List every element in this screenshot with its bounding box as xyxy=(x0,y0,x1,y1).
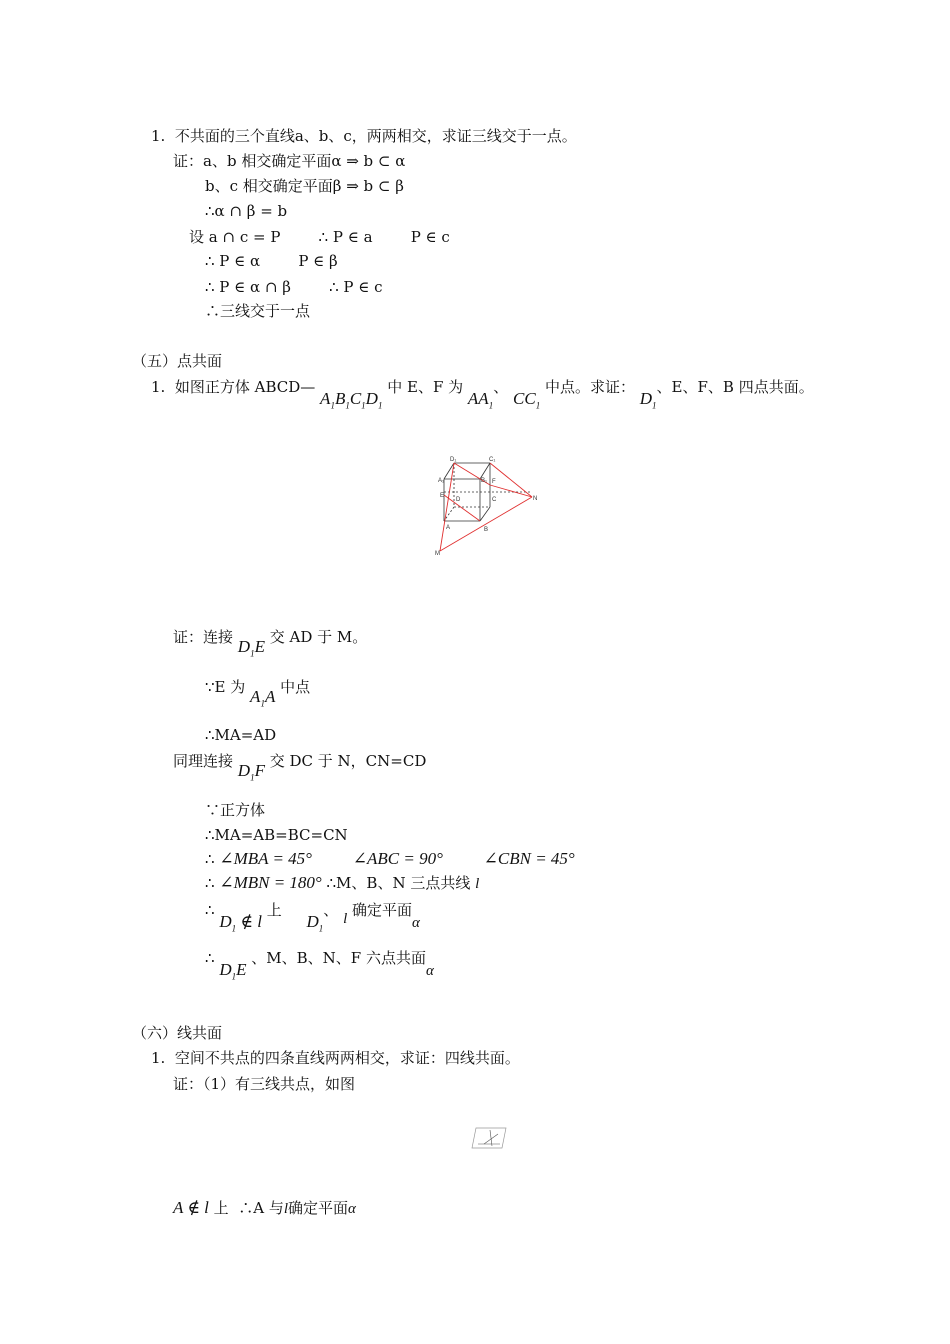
math-aa1: $AA_1$ xyxy=(467,389,494,411)
proof-5-line-6: ∴MA=AB=BC=CN xyxy=(205,826,348,844)
proof-line-6: ∴ P ∈ α ∩ β ∴ P ∈ c xyxy=(205,278,383,296)
proof-5-line-7: ∴ ∠MBA = 45° ∠ABC = 90° ∠CBN = 45° xyxy=(205,849,575,868)
svg-text:B: B xyxy=(484,527,489,533)
proof-line-7: ∴三线交于一点 xyxy=(205,302,311,320)
problem-1-statement: 1. 不共面的三个直线a、b、c，两两相交，求证三线交于一点。 xyxy=(151,127,577,145)
proof-5-line-5: ∵正方体 xyxy=(205,801,266,819)
svg-text:A: A xyxy=(446,525,451,531)
section-5-title: （五）点共面 xyxy=(132,352,223,370)
svg-text:M: M xyxy=(435,551,440,557)
svg-text:F: F xyxy=(492,479,496,485)
math-d1f: $D_1F$ xyxy=(237,761,265,783)
lines-figure xyxy=(470,1126,508,1150)
proof-5-line-9: ∴ $D_1$ ∉ l 上 $D_1$、 l 确定平面α xyxy=(205,901,420,934)
proof-line-1: 证：a、b 相交确定平面α ⇒ b ⊂ α xyxy=(173,152,406,170)
problem-6-1-statement: 1. 空间不共点的四条直线两两相交，求证：四线共面。 xyxy=(151,1049,520,1067)
proof-line-5: ∴ P ∈ α P ∈ β xyxy=(205,252,338,270)
proof-5-line-1: 证：连接 $D_1E$ 交 AD 于 M。 xyxy=(173,628,368,659)
svg-text:C: C xyxy=(492,497,497,503)
svg-text:E: E xyxy=(440,493,445,499)
math-d1-notin-l: $D_1$ ∉ l xyxy=(219,912,262,934)
proof-6-line-2: A ∉ l 上 ∴A 与l确定平面α xyxy=(173,1198,356,1217)
math-cc1: $CC_1$ xyxy=(513,389,541,411)
svg-text:D: D xyxy=(456,497,461,503)
math-a-notin-l: A ∉ l xyxy=(173,1198,209,1217)
proof-5-line-4: 同理连接 $D_1F$ 交 DC 于 N，CN=CD xyxy=(173,752,427,783)
math-a1b1c1d1: $A_1B_1C_1D_1$ xyxy=(320,389,383,411)
section-6-title: （六）线共面 xyxy=(132,1024,223,1042)
svg-text:A₁: A₁ xyxy=(438,478,445,484)
cube-figure xyxy=(432,455,542,557)
proof-line-3: ∴α ∩ β = b xyxy=(205,202,288,220)
math-d1e: $D_1E$ xyxy=(237,637,265,659)
math-a1a: $A_1A$ xyxy=(250,687,276,709)
svg-text:N: N xyxy=(533,496,538,502)
svg-text:C₁: C₁ xyxy=(489,457,496,463)
proof-line-2: b、c 相交确定平面β ⇒ b ⊂ β xyxy=(205,177,404,195)
proof-5-line-8: ∴ ∠MBN = 180° ∴M、B、N 三点共线 l xyxy=(205,873,480,892)
math-d1: $D_1$ xyxy=(639,389,657,411)
proof-5-line-2: ∵E 为 $A_1A$ 中点 xyxy=(205,678,311,709)
proof-5-line-10: ∴ $D_1E$ 、M、B、N、F 六点共面α xyxy=(205,949,434,982)
svg-text:D₁: D₁ xyxy=(450,457,457,463)
problem-5-1-statement: 1. 如图正方体 ABCD— $A_1B_1C_1D_1$ 中 E、F 为 $AA_1$、 $CC_1$ 中点。求证： $D_1$、E、F、B 四点共面。 xyxy=(151,378,814,411)
proof-6-line-1: 证：（1）有三线共点，如图 xyxy=(173,1075,356,1093)
svg-text:B₁: B₁ xyxy=(481,478,488,484)
proof-line-4: 设 a ∩ c = P ∴ P ∈ a P ∈ c xyxy=(189,228,450,246)
proof-5-line-3: ∴MA=AD xyxy=(205,726,277,744)
